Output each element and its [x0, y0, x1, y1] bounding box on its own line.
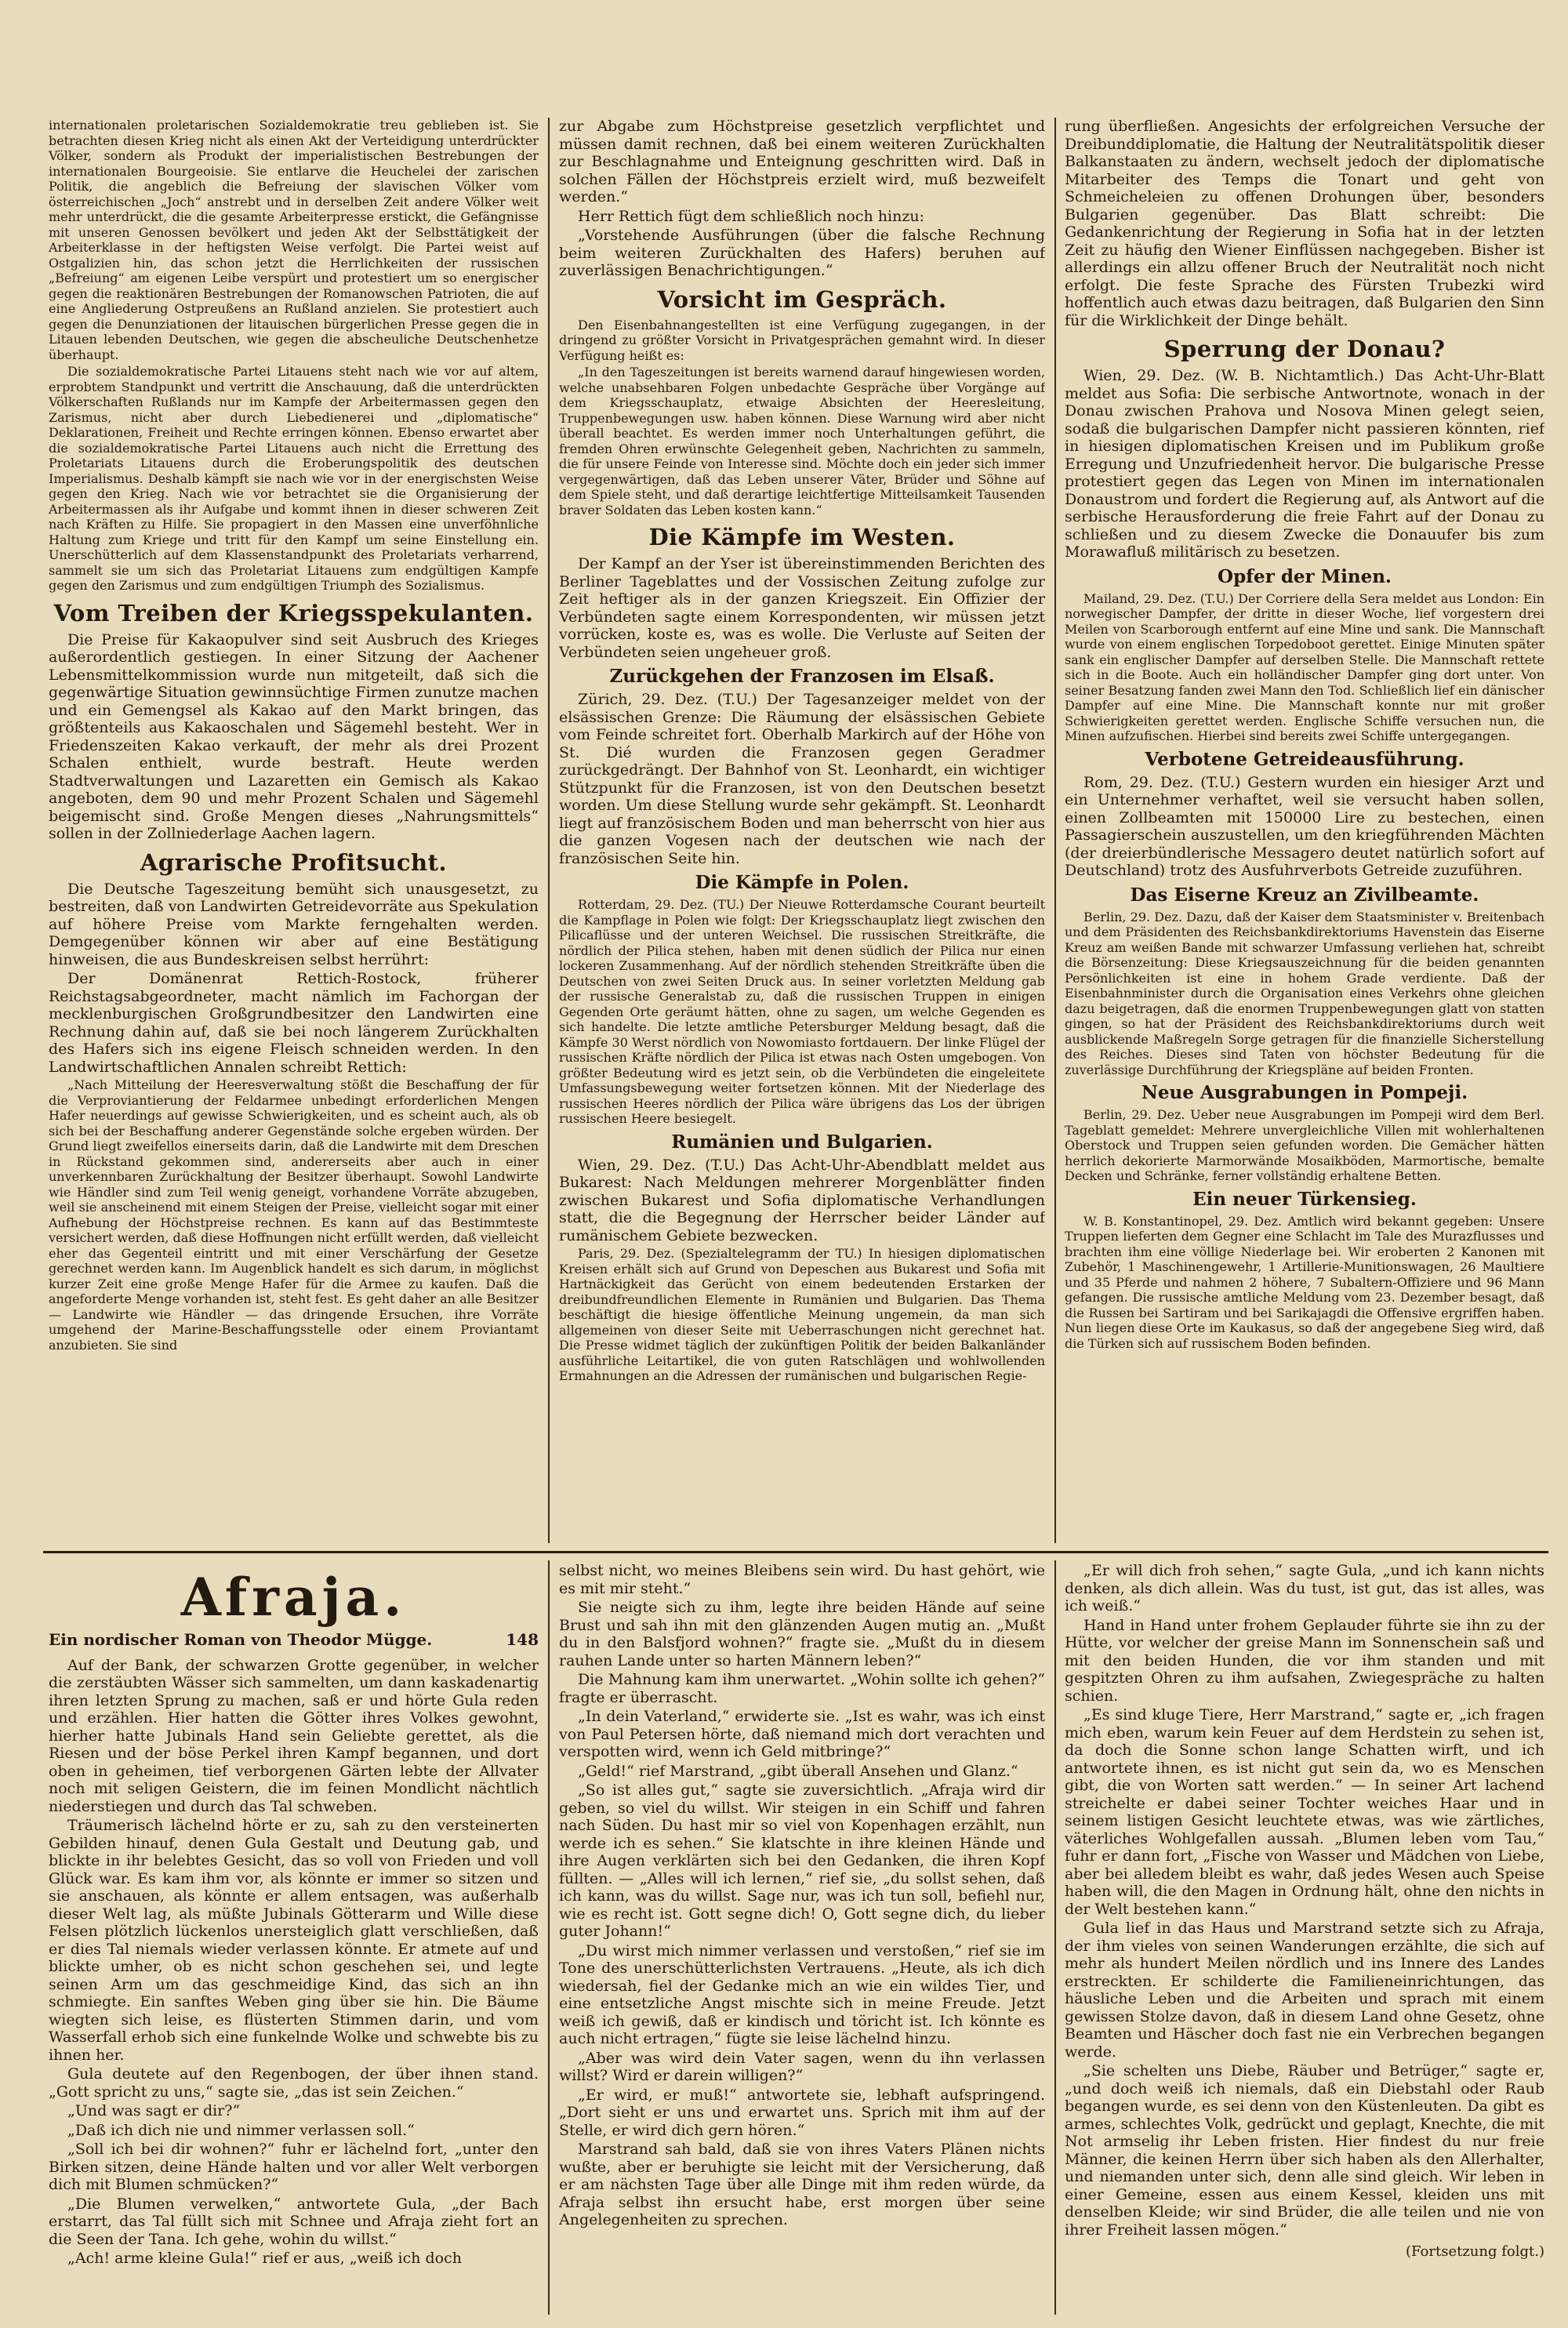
article-text: Die Preise für Kakaopulver sind seit Ausbruch des Krieges außerordentlich gestiegen. In einer Sitzung der Aachener Lebensmittelkommission wurde nun mitgeteilt, daß sich die gegenwärtige Situation gewinnsüchtige Firmen zunutze machen und ein Gemengsel als Kakao auf den Markt bringen, das größtenteils aus Kakaoschalen und Sägemehl besteht. Wer in Friedenszeiten Kakao verkauft, der mehr als drei Prozent Schalen enthielt, wurde bestraft. Heute werden Stadtverwaltungen und Lazaretten ein Gemisch als Kakao angeboten, dem 90 und mehr Prozent Schalen und Sägemehl beigemischt sind. Große Mengen dieses „Nahrungsmittels“ sollen in der Zollniederlage Aachen lagern.: [49, 630, 539, 842]
article-text: Herr Rettich fügt dem schließlich noch hinzu:: [578, 207, 924, 225]
novel-paragraph: „Geld!“ rief Marstrand, „gibt überall Ansehen und Glanz.“: [578, 1762, 1018, 1780]
article-text: Zürich, 29. Dez. (T.U.) Der Tagesanzeiger meldet von der elsässischen Grenze: Die Räumung der elsässischen Gebiete vom Feinde schreitet fort. Oberhalb Markirch auf der Höhe von St. Dié wurden die Franzosen gegen Geradmer zurückgedrängt. Der Bahnhof von St. Leonhardt, ein wichtiger Stützpunkt für die Franzosen, ist von den Deutschen besetzt worden. Um diese Stellung wurde sehr gekämpft. St. Leonhardt liegt auf französischem Boden und man beherrscht von hier aus die ganzen Vogesen nach der deutschen wie nach der französischen Seite hin.: [559, 691, 1045, 867]
article-text: „Vorstehende Ausführungen (über die falsche Rechnung beim weiteren Zurückhalten des Hafers) beruhen auf zuverlässigen Benachrichtigungen.“: [559, 227, 1045, 279]
article-text: zur Abgabe zum Höchstpreise gesetzlich verpflichtet und müssen damit rechnen, daß bei einem weiteren Zurückhalten zur Beschlagnahme und Enteignung geschritten wird. Daß in solchen Fällen der Höchstpreis erzielt wird, muß bezweifelt werden.“: [559, 118, 1045, 205]
headline: Vom Treiben der Kriegsspekulanten.: [53, 599, 534, 626]
novel-paragraph: „Daß ich dich nie und nimmer verlassen soll.“: [67, 2121, 415, 2139]
article-text: Die sozialdemokratische Partei Litauens steht nach wie vor auf altem, erprobtem Standpunkt und vertritt die Anschauung, daß die unterdrückten Völkerschaften Rußlands nur im Kampfe der Arbeitermassen gegen den Zarismus, nicht aber durch Liebedienerei und „diplomatische“ Deklarationen, Freiheit und Rechte erringen können. Ebenso erwartet aber die sozialdemokratische Partei Litauens auch nicht die Errettung des Proletariats Litauens durch die Eroberungspolitik des deutschen Imperialismus. Deshalb kämpft sie nach wie vor in der energischsten Weise gegen den Krieg. Nach wie vor betrachtet sie die Organisierung der Arbeitermassen als ihr Aufgabe und kommt ihnen in dieser schweren Zeit nach Kräften zu Hilfe. Sie propagiert in den Massen eine unverföhnliche Haltung zum Kriege und tritt für den Kampf um seine Einstellung ein. Unerschütterlich auf dem Klassenstandpunkt des Proletariats verharrend, sammelt sie um sich das Proletariat Litauens zum endgültigen Kampfe gegen den Zarismus und zum endgültigen Triumph des Sozialismus.: [49, 364, 539, 593]
headline: Agrarische Profitsucht.: [140, 848, 448, 876]
novel-paragraph: „Soll ich bei dir wohnen?“ fuhr er lächelnd fort, „unter den Birken sitzen, deine Hände halten und vor aller Welt verborgen dich mit Blumen schmücken?“: [49, 2141, 539, 2193]
headline: Vorsicht im Gespräch.: [657, 285, 947, 313]
article-text: Rom, 29. Dez. (T.U.) Gestern wurden ein hiesiger Arzt und ein Unternehmer verhaftet, weil sie versucht haben sollen, einen Zollbeamten mit 150000 Lire zu bestechen, einen Passagierschein auszustellen, um den kriegführenden Mächten (der dreierbündlerische Messagero deutet natürlich sofort auf Deutschland) trotz des Ausfuhrverbots Getreide zuzuführen.: [1065, 773, 1544, 879]
article-text: Der Kampf an der Yser ist übereinstimmenden Berichten des Berliner Tageblattes und der Vossischen Zeitung zufolge zur Zeit heftiger als in der ganzen Kriegszeit. Ein Offizier der Verbündeten sagte einem Korrespondenten, wir müssen jetzt vorrücken, koste es, was es wolle. Die Verluste auf Seiten der Verbündeten seien ungeheuer groß.: [559, 555, 1045, 661]
news-column-1: [49, 118, 539, 1543]
column-divider: [548, 118, 550, 1543]
column-divider: [1054, 118, 1056, 1543]
article-text: Rotterdam, 29. Dez. (TU.) Der Nieuwe Rotterdamsche Courant beurteilt die Kampflage in Polen wie folgt: Der Kriegsschauplatz liegt zwischen den Pilicaflüsse und der unteren Weichsel. Die russischen Streitkräfte, die nördlich der Pilica stehen, haben mit denen südlich der Pilica nur einen lockeren Zusammenhang. Auf der nördlich stehenden Streitkräfte üben die Deutschen von zwei Seiten Druck aus. In seiner vorletzten Meldung gab der russische Generalstab zu, daß die russischen Truppen in einigen Gegenden Orte geräumt hätten, ohne zu sagen, um welche Gegenden es sich handelte. Die letzte amtliche Petersburger Meldung besagt, daß die Kämpfe 30 Werst nördlich von Nowomiasto fortdauern. Der linke Flügel der russischen Kräfte nördlich der Pilica ist etwas nach Osten umgebogen. Von größter Bedeutung wird es jetzt sein, ob die Verbündeten die eingeleitete Umfassungsbewegung weiter fortsetzen können. Mit der Niederlage des russischen Heeres nördlich der Pilica wäre übrigens das Los der übrigen russischen Heere besiegelt.: [559, 897, 1045, 1126]
feuilleton-divider: [43, 1551, 1548, 1553]
novel-paragraph: Hand in Hand unter frohem Geplauder führte sie ihn zu der Hütte, vor welcher der greise Mann im Sonnenschein saß und mit den beiden Hunden, die vor ihm standen und mit gespitzten Ohren zu ihm aufsahen, Zwiegespräche zu halten schien.: [1065, 1616, 1544, 1705]
novel-paragraph: Auf der Bank, der schwarzen Grotte gegenüber, in welcher die zerstäubten Wässer sich sammelten, um dann kaskadenartig ihren letzten Sprung zu machen, saß er und hörte Gula reden und erzählen. Hier hatten die Götter ihres Volkes gewohnt, hierher hatte Jubinals Hand sein Geliebte gerettet, als die Riesen und der böse Perkel ihren Kampf begannen, und dort oben in geheimen, tief verborgenen Gärten lebte der Allvater noch mit seligen Geistern, die im feinen Mondlicht nächtlich niederstiegen und durch das Tal schweben.: [49, 1656, 539, 1815]
headline: Opfer der Minen.: [1218, 565, 1392, 587]
novel-paragraph: Sie neigte sich zu ihm, legte ihre beiden Hände auf seine Brust und sah ihn mit den glänzenden Augen mutig an. „Mußt du in den Balsfjord wohnen?“ fragte sie. „Mußt du in diesem rauhen Lande unter so harten Männern leben?“: [559, 1599, 1045, 1669]
headline: Ein neuer Türkensieg.: [1192, 1188, 1417, 1210]
article-text: internationalen proletarischen Sozialdemokratie treu geblieben ist. Sie betrachten diesen Krieg nicht als einen Akt der Verteidigung unterdrückter Völker, sondern als Produkt der imperialistischen Bestrebungen der internationalen Bourgeoisie. Sie entlarve die Heuchelei der zarischen Politik, die angeblich die Befreiung der slavischen Völker vom österreichischen „Joch“ anstrebt und in derselben Zeit andere Völker weit mehr unterdrückt, die die gesamte Arbeiterpresse erstickt, die Gefängnisse mit unseren Genossen bevölkert und jeden Akt der Selbsttätigkeit der Arbeiterklasse in der heftigsten Weise verfolgt. Die Partei weist auf Ostgalizien hin, das schon jetzt die Herrlichkeiten der russischen „Befreiung“ am eigenen Leibe verspürt und protestiert um so energischer gegen die reaktionären Bestrebungen der Romanowschen Patrioten, die auf eine Angliederung Ostpreußens an Rußland anzielen. Sie protestiert auch gegen die Denunziationen der litauischen bürgerlichen Presse gegen die in Litauen lebenden Deutschen, wie gegen die abscheuliche Deutschenhetze überhaupt.: [49, 118, 539, 362]
article-text: rung überfließen. Angesichts der erfolgreichen Versuche der Dreibunddiplomatie, die Haltung der Neutralitätspolitik dieser Balkanstaaten zu ändern, wechselt jedoch der diplomatische Mitarbeiter des Temps die Tonart und geht von Schmeicheleien zu offenen Drohungen über, besonders Bulgarien gegenüber. Das Blatt schreibt: Die Gedankenrichtung der Regierung in Sofia hat in der letzten Zeit zu häufig den Wiener Einflüssen nachgegeben. Bisher ist allerdings ein allzu offener Bruch der Neutralität noch nicht erfolgt. Die feste Sprache des Fürsten Trubezki wird hoffentlich auch etwas dazu beitragen, daß Bulgarien den Sinn für die Wirklichkeit der Dinge behält.: [1065, 118, 1544, 329]
headline: Zurückgehen der Franzosen im Elsaß.: [609, 666, 995, 687]
novel-paragraph: Die Mahnung kam ihm unerwartet. „Wohin sollte ich gehen?“ fragte er überrascht.: [559, 1671, 1045, 1706]
novel-paragraph: „So ist alles gut,“ sagte sie zuversichtlich. „Afraja wird dir geben, so viel du willst. Wir steigen in ein Schiff und fahren nach Süden. Du hast mir so viel von Kopenhagen erzählt, nun werde ich es sehen.“ Sie klatschte in ihre kleinen Hände und ihre Augen verklärten sich bei den Gedanken, die ihren Kopf füllten. — „Alles will ich lernen,“ rief sie, „du sollst sehen, daß ich kann, was du willst. Sage nur, was ich tun soll, befiehl nur, wie es recht ist. Gott segne dich! O, Gott segne dich, du lieber guter Johann!“: [559, 1781, 1045, 1940]
novel-column-2: [559, 1562, 1045, 2315]
headline: Sperrung der Donau?: [1163, 336, 1446, 362]
column-divider: [548, 1560, 550, 2315]
article-text: Den Eisenbahnangestellten ist eine Verfügung zugegangen, in der dringend zu größter Vorsicht in Privatgesprächen gemahnt wird. In dieser Verfügung heißt es:: [559, 317, 1045, 363]
novel-paragraph: Gula lief in das Haus und Marstrand setzte sich zu Afraja, der ihm vieles von seinen Wanderungen erzählte, die sich auf mehr als hundert Meilen nördlich und ins Innere des Landes erstreckten. Er schilderte die Familieneinrichtungen, das häusliche Leben und die Arbeiten und sprach mit einem gewissen Stolze davon, daß in diesem Land ohne Gesetz, ohne Beamten und Häscher doch fast nie ein Verbrechen begangen werde.: [1065, 1919, 1544, 2061]
news-column-3: [1065, 118, 1544, 1543]
novel-paragraph: Gula deutete auf den Regenbogen, der über ihnen stand. „Gott spricht zu uns,“ sagte sie, „das ist sein Zeichen.“: [49, 2065, 539, 2101]
novel-paragraph: „Sie schelten uns Diebe, Räuber und Betrüger,“ sagte er, „und doch weiß ich niemals, daß ein Diebstahl oder Raub begangen wurde, es sei denn von den Küstenleuten. Da gibt es armes, schlechtes Volk, gedrückt und geplagt, Knechte, die mit Not armselig ihr Leben fristen. Hier findest du nur freie Männer, die keinen Herrn über sich haben als den Allerhalter, und niemanden unter sich, denn alle sind gleich. Wir leben in einer Gemeine, essen aus einem Kessel, kleiden uns mit denselben Kleide; wir sind Brüder, die alle teilen und nie von ihrer Freiheit lassen mögen.“: [1065, 2062, 1544, 2239]
news-column-2: [559, 118, 1045, 1543]
article-text: Berlin, 29. Dez. Ueber neue Ausgrabungen im Pompeji wird dem Berl. Tageblatt gemeldet: Mehrere unvergleichliche Villen mit wohlerhaltenen Oberstock und Truppen seien gefunden worden. Die Gemächer hätten herrlich dekorierte Marmorwände Mosaikböden, Marmortische, bemalte Decken und Schränke, ferner vollständig erhaltene Betten.: [1065, 1107, 1544, 1183]
novel-title: Afraja.: [180, 1567, 407, 1628]
novel-subtitle: [49, 1631, 539, 1649]
headline: Die Kämpfe in Polen.: [695, 872, 909, 893]
headline: Die Kämpfe im Westen.: [648, 524, 956, 550]
novel-paragraph: selbst nicht, wo meines Bleibens sein wird. Du hast gehört, wie es mit mir steht.“: [559, 1562, 1045, 1597]
novel-paragraph: „Er wird, er muß!“ antwortete sie, lebhaft aufspringend. „Dort sieht er uns und erwartet uns. Sprich mit ihm auf der Stelle, er wird dich gern hören.“: [559, 2086, 1045, 2139]
novel-column-3: [1065, 1562, 1544, 2315]
novel-column-1: [49, 1562, 539, 2315]
headline: Verbotene Getreideausführung.: [1145, 748, 1465, 770]
novel-paragraph: „Du wirst mich nimmer verlassen und verstoßen,“ rief sie im Tone des unerschütterlichsten Vertrauens. „Heute, als ich dich wiedersah, fiel der Gedanke mich an wie ein wildes Tier, und eine entsetzliche Angst mischte sich in meine Freude. Jetzt weiß ich gewiß, daß er kindisch und töricht ist. Ich könnte es auch nicht ertragen,“ fügte sie leise lächelnd hinzu.: [559, 1941, 1045, 2047]
article-text: Der Domänenrat Rettich-Rostock, früherer Reichstagsabgeordneter, macht nämlich im Fachorgan der mecklenburgischen Großgrundbesitzer den Landwirten eine Rechnung dahin auf, daß sie bei noch längerem Zurückhalten des Hafers sich ins eigene Fleisch schneiden werden. In den Landwirtschaftlichen Annalen schreibt Rettich:: [49, 970, 539, 1076]
novel-paragraph: Marstrand sah bald, daß sie von ihres Vaters Plänen nichts wußte, aber er beruhigte sie leicht mit der Versicherung, daß er am nächsten Tage über alle Dinge mit ihm reden würde, da Afraja selbst ihn ersucht habe, erst morgen über seine Angelegenheiten zu sprechen.: [559, 2141, 1045, 2228]
novel-paragraph: Träumerisch lächelnd hörte er zu, sah zu den versteinerten Gebilden hinauf, denen Gula Gestalt und Deutung gab, und blickte in ihr belebtes Gesicht, das so voll von Frieden und voll Glück war. Es kam ihm vor, als könnte er immer so sitzen und sie anschauen, als könnte er allem entsagen, was außerhalb dieser Welt lag, als müßte Jubinals Götterarm und Wille diese Felsen plötzlich lückenlos unersteiglich glatt verschließen, daß er dies Tal niemals wieder verlassen könnte. Er atmete auf und blickte umher, ob es nicht schon geschehen sei, und legte seinen Arm um das geschmeidige Kind, das sich an ihn schmiegte. Ein sanftes Weben ging über sie hin. Die Bäume wiegten sich leise, es flüsterten Stimmen darin, und vom Wasserfall erhob sich eine funkelnde Wolke und schwebte bis zu ihnen her.: [49, 1817, 539, 2064]
continuation-note: (Fortsetzung folgt.): [1406, 2243, 1544, 2260]
article-text: W. B. Konstantinopel, 29. Dez. Amtlich wird bekannt gegeben: Unsere Truppen lieferten dem Gegner eine Schlacht im Tale des Murazflusses und brachten ihm eine völlige Niederlage bei. Wir eroberten 2 Kanonen mit Zubehör, 1 Maschinengewehr, 1 Artillerie-Munitionswagen, 26 Maultiere und 35 Pferde und nahmen 2 höhere, 7 Subaltern-Offiziere und 96 Mann gefangen. Die russische amtliche Meldung vom 23. Dezember besagt, daß die Russen bei Sartiram und bei Sarikajagdi die Offensive ergriffen haben. Nun liegen diese Orte im Kaukasus, so daß der angegebene Sieg wird, daß die Türken sich auf russischem Boden befinden.: [1065, 1213, 1544, 1351]
novel-author-line: Ein nordischer Roman von Theodor Mügge.: [49, 1630, 433, 1649]
novel-paragraph: „Es sind kluge Tiere, Herr Marstrand,“ sagte er, „ich fragen mich eben, warum kein Feuer auf dem Herdstein zu sehen ist, da doch die Sonne schon lange Schatten wirft, und ich antwortete ihnen, es ist nicht gut sein da, wo es Menschen gibt, die von Worten satt werden.“ — In seiner Art lachend streichelte er dabei seiner Tochter weiches Haar und in seinem listigen Gesicht leuchtete etwas, was wie zärtliches, väterliches Wohlgefallen aussah. „Blumen leben vom Tau,“ fuhr er dann fort, „Fische von Wasser und Mädchen von Liebe, aber bei alledem bleibt es wahr, daß jedes Wesen auch Speise haben will, die den Magen in Ordnung hält, ohne den nichts in der Welt bestehen kann.“: [1065, 1706, 1544, 1918]
article-text: Wien, 29. Dez. (T.U.) Das Acht-Uhr-Abendblatt meldet aus Bukarest: Nach Meldungen mehrerer Morgenblätter finden zwischen Bukarest und Sofia diplomatische Verhandlungen statt, die die Begegnung der Herrscher beider Länder auf rumänischem Gebiete bezwecken.: [559, 1156, 1045, 1244]
article-text: „Nach Mitteilung der Heeresverwaltung stößt die Beschaffung der für die Verproviantierung der Feldarmee unbedingt erforderlichen Mengen Hafer neuerdings auf gewisse Schwierigkeiten, und es scheint auch, als ob sich bei der Beschaffung anderer Gegenstände solche ergeben würden. Der Grund liegt zweifellos einerseits darin, daß die Landwirte mit dem Dreschen in Rückstand gekommen sind, andererseits aber auch in einer unverkennbaren Zurückhaltung der Besitzer überhaupt. Sowohl Landwirte wie Händler sind zum Teil wenig geneigt, vorhandene Vorräte abzugeben, weil sie anscheinend mit einem Steigen der Preise, vielleicht sogar mit einer Aufhebung der Höchstpreise rechnen. Es kann auf das Bestimmteste versichert werden, daß diese Hoffnungen nicht erfüllt werden, daß vielleicht eher das Gegenteil eintritt und mit einer Verschärfung der Gesetze gerechnet werden kann. Im Augenblick handelt es sich darum, in möglichst kurzer Zeit eine große Menge Hafer für die Armee zu kaufen. Daß die angeforderte Menge vorhanden ist, steht fest. Es geht daher an alle Besitzer — Landwirte wie Händler — das dringende Ersuchen, ihre Vorräte umgehend der Marine-Beschaffungsstelle oder einem Proviantamt anzubieten. Sie sind: [49, 1077, 539, 1353]
novel-paragraph: „Aber was wird dein Vater sagen, wenn du ihn verlassen willst? Wird er darein willigen?“: [559, 2049, 1045, 2084]
article-text: Wien, 29. Dez. (W. B. Nichtamtlich.) Das Acht-Uhr-Blatt meldet aus Sofia: Die serbische Antwortnote, wonach in der Donau zwischen Prahova und Nosova Minen gelegt seien, sodaß die bulgarischen Dampfer nicht passieren könnten, rief in hiesigen diplomatischen Kreisen und im Publikum große Erregung und Unzufriedenheit hervor. Die bulgarische Presse protestiert gegen das Legen von Minen im internationalen Donaustrom und fordert die Regierung auf, als Antwort auf die serbische Herausforderung die freie Fahrt auf der Donau zu schließen und zu diesem Zwecke die Donauufer bis zum Morawafluß militärisch zu besetzen.: [1065, 367, 1544, 561]
headline: Neue Ausgrabungen in Pompeji.: [1141, 1082, 1468, 1103]
article-text: „In den Tageszeitungen ist bereits warnend darauf hingewiesen worden, welche unabsehbaren Folgen unbedachte Gespräche über Vorgänge auf dem Kriegsschauplatz, etwaige Absichten der Heeresleitung, Truppenbewegungen usw. haben können. Diese Warnung wird aber nicht überall beachtet. Es werden immer noch Unterhaltungen geführt, die fremden Ohren erwünschte Gelegenheit geben, Nachrichten zu sammeln, die für unsere Feinde von Interesse sind. Möchte doch ein jeder sich immer vergegenwärtigen, daß das Leben unserer Väter, Brüder und Söhne auf dem Spiele steht, und daß derartige leichtfertige Mitteilsamkeit Tausenden braver Soldaten das Leben kosten kann.“: [559, 365, 1045, 518]
novel-paragraph: „Ach! arme kleine Gula!“ rief er aus, „weiß ich doch: [67, 2250, 462, 2267]
novel-paragraph: „Und was sagt er dir?“: [67, 2102, 241, 2119]
column-divider: [1054, 1560, 1056, 2315]
novel-paragraph: „In dein Vaterland,“ erwiderte sie. „Ist es wahr, was ich einst von Paul Petersen hörte, daß niemand mich dort verachten und verspotten wird, wenn ich Geld mitbringe?“: [559, 1708, 1045, 1760]
article-text: Berlin, 29. Dez. Dazu, daß der Kaiser dem Staatsminister v. Breitenbach und dem Präsidenten des Reichsbankdirektoriums Havenstein das Eiserne Kreuz am weißen Bande mit schwarzer Umfassung verliehen hat, schreibt die Börsenzeitung: Diese Kriegsauszeichnung für die beiden genannten Persönlichkeiten ist eine in hohem Grade verdiente. Daß der Eisenbahnminister durch die Organisation eines Verkehrs ohne gleichen dazu beigetragen, daß die enormen Truppenbewegungen glatt von statten gingen, so hat der Präsident des Reichsbankdirektoriums durch weit ausblickende Maßregeln Sorge getragen für die finanzielle Sicherstellung des Reiches. Dieses sind Taten von höchster Bedeutung für die zuverlässige Durchführung der Kriegspläne auf beiden Fronten.: [1065, 909, 1544, 1077]
headline: Das Eiserne Kreuz an Zivilbeamte.: [1130, 884, 1479, 906]
novel-paragraph: „Er will dich froh sehen,“ sagte Gula, „und ich kann nichts denken, als dich allein. Was du tust, ist gut, das ist alles, was ich weiß.“: [1065, 1562, 1544, 1614]
article-text: Mailand, 29. Dez. (T.U.) Der Corriere della Sera meldet aus London: Ein norwegischer Dampfer, der dritte in dieser Woche, lief vorgestern drei Meilen von Scarborough entfernt auf eine Mine und sank. Die Mannschaft wurde von einem englischen Torpedoboot gerettet. Einige Minuten später sank ein englischer Dampfer auf derselben Stelle. Die Mannschaft rettete sich in die Boote. Auch ein holländischer Dampfer ging dort unter. Von seiner Besatzung fanden zwei Mann den Tod. Schließlich lief ein dänischer Dampfer auf eine Mine. Die Mannschaft konnte nur mit großer Schwierigkeiten gerettet werden. Englische Schiffe versuchen nun, die Minen aufzufischen. Hierbei sind bereits zwei Schiffe untergegangen.: [1065, 590, 1544, 743]
novel-paragraph: „Die Blumen verwelken,“ antwortete Gula, „der Bach erstarrt, das Tal füllt sich mit Schnee und Afraja zieht fort an die Seen der Tana. Ich gehe, wohin du willst.“: [49, 2195, 539, 2248]
headline: Rumänien und Bulgarien.: [671, 1131, 933, 1153]
article-text: Die Deutsche Tageszeitung bemüht sich unausgesetzt, zu bestreiten, daß von Landwirten Getreidevorräte aus Spekulation auf höhere Preise vom Markte ferngehalten werden. Demgegenüber können wir aber auf eine Bestätigung hinweisen, die aus Bundeskreisen selbst herrührt:: [49, 880, 539, 968]
article-text: Paris, 29. Dez. (Spezialtelegramm der TU.) In hiesigen diplomatischen Kreisen erhält sich auf Grund von Depeschen aus Bukarest und Sofia mit Hartnäckigkeit das Gerücht von einem bedeutenden Erstarken der dreibundfreundlichen Elemente in Rumänien und Bulgarien. Das Thema beschäftigt die hiesige öffentliche Meinung ungemein, da man sich allgemeinen von dieser Seite mit Ueberraschungen nicht gerechnet hat. Die Presse widmet täglich der zukünftigen Politik der beiden Balkanländer ausführliche Leitartikel, die von guten Ratschlägen und wohlwollenden Ermahnungen an die Adressen der rumänischen und bulgarischen Regie-: [559, 1246, 1045, 1383]
novel-part-number: 148: [506, 1630, 539, 1649]
